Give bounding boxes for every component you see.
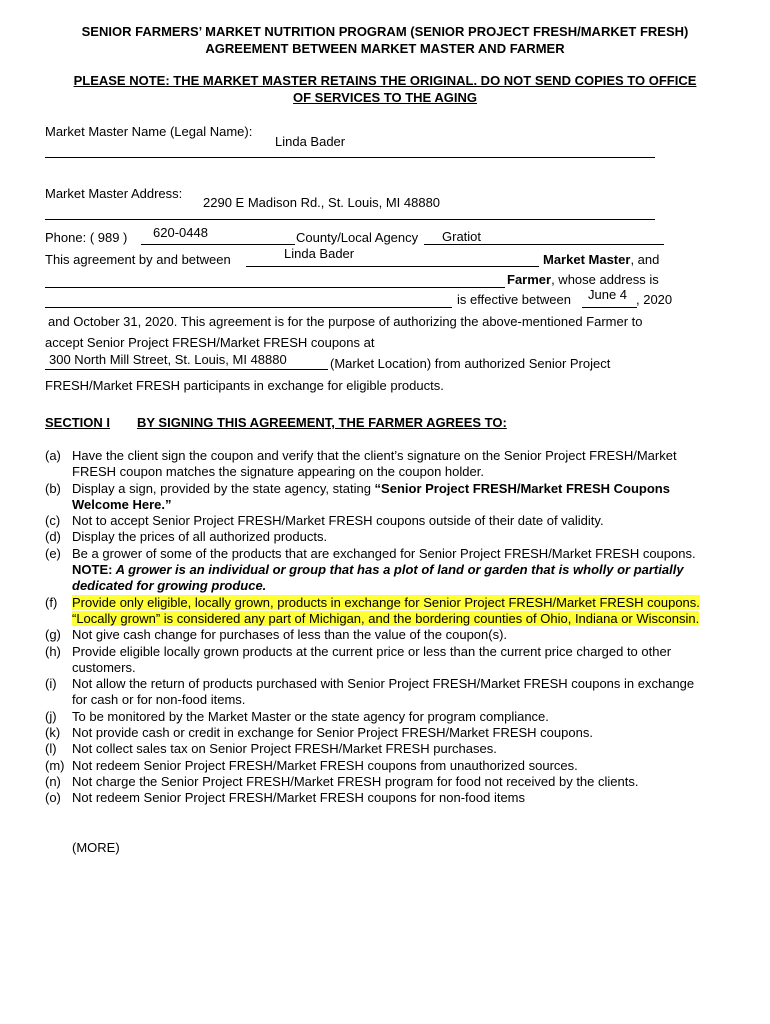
item-text-highlighted: [72, 595, 705, 628]
sign-wording: “Senior Project FRESH/Market FRESH Coupons Welcome Here.”: [72, 480, 670, 512]
item-text: [72, 481, 705, 514]
market-location-value[interactable]: 300 North Mill Street, St. Louis, MI 48880: [49, 352, 287, 367]
item-label: (h): [45, 643, 61, 659]
item-text-plain: Be a grower of some of the products that are exchanged for Senior Project FRESH/Market FRESH coupons.: [72, 545, 696, 561]
item-label: (g): [45, 627, 61, 643]
item-text: Not provide cash or credit in exchange for Senior Project FRESH/Market FRESH coupons.: [72, 725, 593, 741]
list-item: [45, 627, 705, 643]
note-text: A grower is an individual or group that has a plot of land or garden that is wholly or partially dedicated for growing produce.: [72, 562, 684, 594]
accept-coupons-line: accept Senior Project FRESH/Market FRESH coupons at: [45, 335, 375, 350]
mm-name-label: Market Master Name (Legal Name):: [45, 124, 253, 139]
list-item: [45, 644, 705, 677]
item-text-plain: Display a sign, provided by the state agency, stating: [72, 480, 375, 496]
date-value[interactable]: June 4: [588, 287, 628, 302]
item-text: Not allow the return of products purchased with Senior Project FRESH/Market FRESH coupons in exchange for cash or for non-food items.: [72, 676, 695, 708]
list-item: [45, 448, 705, 481]
farmer-line: [45, 287, 505, 288]
market-location-suffix: (Market Location) from authorized Senior Project: [330, 356, 611, 371]
county-value[interactable]: Gratiot: [442, 229, 482, 244]
agreement-items-list: [45, 448, 705, 807]
market-location-line: [45, 369, 328, 370]
item-label: (f): [45, 594, 58, 610]
item-text: Not redeem Senior Project FRESH/Market FRESH coupons for non-food items: [72, 790, 526, 806]
mm-address-value[interactable]: 2290 E Madison Rd., St. Louis, MI 48880: [203, 195, 441, 210]
item-text: Not charge the Senior Project FRESH/Market FRESH program for food not received by the clients.: [72, 773, 639, 789]
section-label: SECTION I: [45, 415, 111, 430]
item-label: (b): [45, 480, 61, 496]
and-text: , and: [630, 252, 660, 267]
document-title-line-1: SENIOR FARMERS’ MARKET NUTRITION PROGRAM (SENIOR PROJECT FRESH/MARKET FRESH): [81, 24, 689, 39]
market-master-role: [543, 252, 659, 267]
phone-line: [141, 244, 295, 245]
item-text: Not to accept Senior Project FRESH/Market FRESH coupons outside of their date of validity.: [72, 513, 604, 529]
list-item: [45, 529, 705, 545]
note-line-1: PLEASE NOTE: THE MARKET MASTER RETAINS THE ORIGINAL. DO NOT SEND COPIES TO OFFICE: [73, 73, 697, 88]
list-item: [45, 758, 705, 774]
phone-label: Phone: ( 989 ): [45, 230, 128, 245]
mm-address-line: [45, 219, 655, 220]
mm-name-value[interactable]: Linda Bader: [275, 134, 346, 149]
note-line-2: OF SERVICES TO THE AGING: [293, 90, 477, 105]
document-title-line-2: AGREEMENT BETWEEN MARKET MASTER AND FARMER: [205, 41, 565, 56]
farmer-address-line: [45, 307, 452, 308]
mm-name-line: [45, 157, 655, 158]
county-label: County/Local Agency: [296, 230, 419, 245]
item-text: Have the client sign the coupon and verify that the client’s signature on the Senior Project FRESH/Market FRESH coupon matches the signature appearing on the coupon holder.: [72, 448, 677, 480]
date-line: [582, 307, 637, 308]
farmer-role: [507, 272, 659, 287]
list-item: [45, 790, 705, 806]
item-text: Display the prices of all authorized products.: [72, 529, 328, 545]
year-text: , 2020: [636, 292, 673, 307]
list-item: [45, 595, 705, 628]
market-master-bold: Market Master: [543, 252, 631, 267]
phone-value[interactable]: 620-0448: [153, 225, 208, 240]
item-label: (n): [45, 773, 61, 789]
item-label: (e): [45, 545, 61, 561]
item-label: (j): [45, 708, 57, 724]
item-label: (k): [45, 725, 61, 741]
effective-between-label: is effective between: [457, 292, 571, 307]
october-line: and October 31, 2020. This agreement is for the purpose of authorizing the above-mentioned Farmer to: [48, 314, 643, 329]
list-item: [45, 513, 705, 529]
item-text: [72, 546, 705, 595]
item-text: Provide eligible locally grown products at the current price or less than the current price charged to other customers.: [72, 643, 672, 675]
participants-line: FRESH/Market FRESH participants in exchange for eligible products.: [45, 378, 444, 393]
highlighted-text: Provide only eligible, locally grown, products in exchange for Senior Project FRESH/Market FRESH coupons. “Locally grown” is considered any part of Michigan, and the bordering counties of Ohio, Indiana or Wisconsin.: [72, 594, 700, 626]
market-master-line: [246, 266, 539, 267]
list-item: [45, 774, 705, 790]
list-item: [45, 741, 705, 757]
whose-address-text: , whose address is: [551, 272, 659, 287]
list-item: [45, 725, 705, 741]
item-label: (a): [45, 448, 61, 463]
mm-address-label: Market Master Address:: [45, 186, 183, 201]
item-text: Not give cash change for purchases of less than the value of the coupon(s).: [72, 627, 508, 643]
county-line: [424, 244, 664, 245]
item-label: (o): [45, 790, 61, 806]
item-label: (c): [45, 513, 61, 529]
list-item: [45, 481, 705, 514]
list-item: [45, 676, 705, 709]
item-label: (i): [45, 676, 57, 692]
item-text: To be monitored by the Market Master or the state agency for program compliance.: [72, 708, 549, 724]
item-label: (d): [45, 529, 61, 545]
item-label: (m): [45, 757, 65, 773]
item-label: (l): [45, 741, 57, 757]
list-item: [45, 709, 705, 725]
agreement-between-label: This agreement by and between: [45, 252, 231, 267]
note-label: NOTE:: [72, 562, 113, 578]
list-item: [45, 546, 705, 595]
item-text: Not redeem Senior Project FRESH/Market FRESH coupons from unauthorized sources.: [72, 757, 578, 773]
item-text: Not collect sales tax on Senior Project FRESH/Market FRESH purchases.: [72, 741, 497, 757]
farmer-bold: Farmer: [507, 272, 552, 287]
market-master-value[interactable]: Linda Bader: [284, 246, 355, 261]
section-heading: BY SIGNING THIS AGREEMENT, THE FARMER AGREES TO:: [137, 415, 507, 430]
more-indicator: (MORE): [72, 840, 120, 855]
